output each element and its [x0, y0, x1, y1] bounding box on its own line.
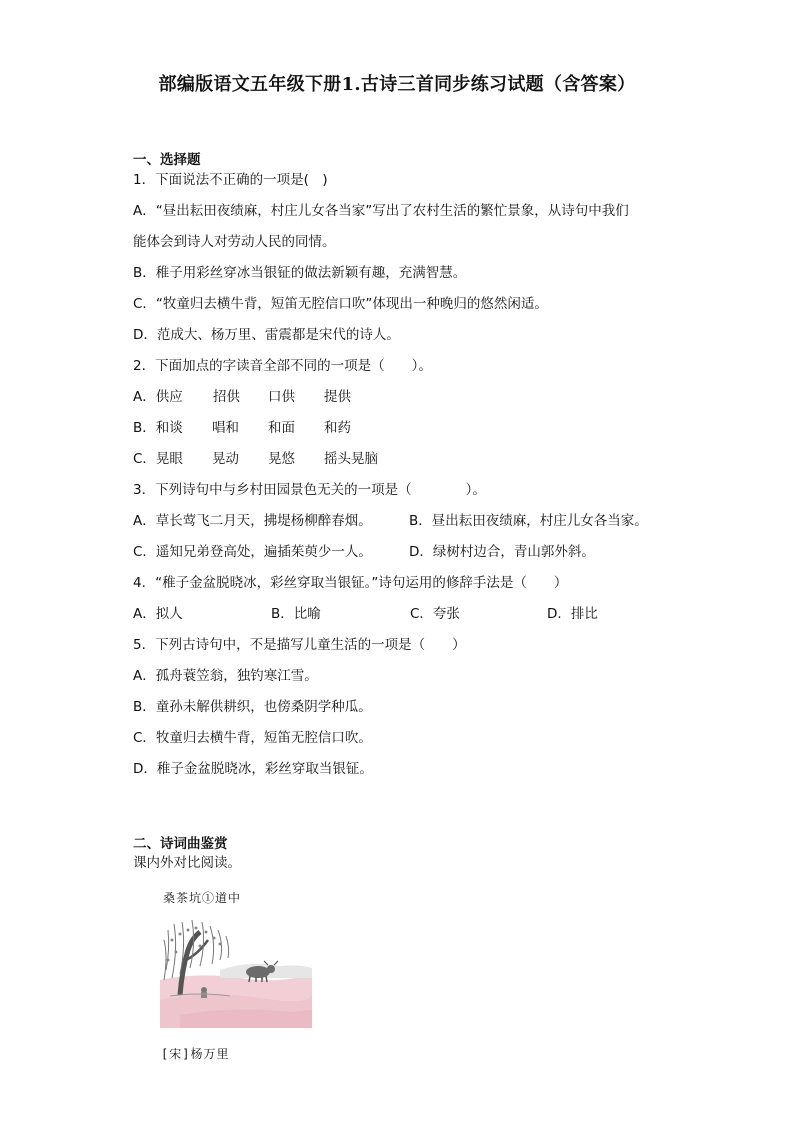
option-text: 晃悠: [268, 451, 295, 467]
option-text: 能体会到诗人对劳动人民的同情。: [133, 234, 336, 250]
option-text: 和药: [324, 420, 351, 436]
question-stem: 4．“稚子金盆脱晓冰，彩丝穿取当银钲。”诗句运用的修辞手法是（ ）: [133, 575, 568, 591]
option-text: 招供: [213, 389, 240, 405]
option-text: 摇头晃脑: [324, 451, 378, 467]
reading-intro: 课内外对比阅读。: [133, 855, 241, 871]
option-text: A．“昼出耘田夜绩麻，村庄儿女各当家”写出了农村生活的繁忙景象，从诗句中我们: [133, 203, 629, 219]
section-heading-choice: 一、选择题: [133, 152, 201, 168]
question-stem: 3．下列诗句中与乡村田园景色无关的一项是（ ）。: [133, 482, 486, 498]
option-text: D．稚子金盆脱晓冰，彩丝穿取当银钲。: [133, 761, 373, 777]
poem-title: 桑茶坑①道中: [163, 891, 242, 905]
willow-tree-buffalo-river-illustration-icon: [160, 920, 312, 1028]
question-stem: 5．下列古诗句中，不是描写儿童生活的一项是（ ）: [133, 637, 466, 653]
option-text: B．比喻: [271, 606, 321, 622]
option-text: C．“牧童归去横牛背，短笛无腔信口吹”体现出一种晚归的悠然闲适。: [133, 296, 548, 312]
option-text: A．孤舟蓑笠翁，独钓寒江雪。: [133, 668, 318, 684]
option-text: C．遥知兄弟登高处，遍插茱萸少一人。: [133, 544, 372, 560]
option-text: A．草长莺飞二月天，拂堤杨柳醉春烟。: [133, 513, 372, 529]
question-stem: 2．下面加点的字读音全部不同的一项是（ ）。: [133, 358, 432, 374]
section-heading-poetry: 二、诗词曲鉴赏: [133, 836, 228, 852]
option-text: B．和谈: [133, 420, 183, 436]
option-text: D．范成大、杨万里、雷震都是宋代的诗人。: [133, 327, 400, 343]
option-text: B．童孙未解供耕织，也傍桑阴学种瓜。: [133, 699, 372, 715]
option-text: 口供: [268, 389, 295, 405]
page-title: 部编版语文五年级下册1.古诗三首同步练习试题（含答案）: [158, 74, 636, 95]
option-text: B．稚子用彩丝穿冰当银钲的做法新颖有趣，充满智慧。: [133, 265, 467, 281]
option-text: A．供应: [133, 389, 183, 405]
option-text: D．绿树村边合，青山郭外斜。: [409, 544, 595, 560]
option-text: C．牧童归去横牛背，短笛无腔信口吹。: [133, 730, 372, 746]
option-text: B．昼出耘田夜绩麻，村庄儿女各当家。: [409, 513, 648, 529]
question-stem: 1．下面说法不正确的一项是( ): [133, 172, 328, 188]
option-text: C．夸张: [410, 606, 460, 622]
option-text: A．拟人: [133, 606, 183, 622]
option-text: 晃动: [212, 451, 239, 467]
option-text: 提供: [324, 389, 351, 405]
option-text: C．晃眼: [133, 451, 183, 467]
option-text: 唱和: [212, 420, 239, 436]
poem-author: [宋]杨万里: [161, 1047, 230, 1061]
option-text: D．排比: [547, 606, 598, 622]
option-text: 和面: [268, 420, 295, 436]
